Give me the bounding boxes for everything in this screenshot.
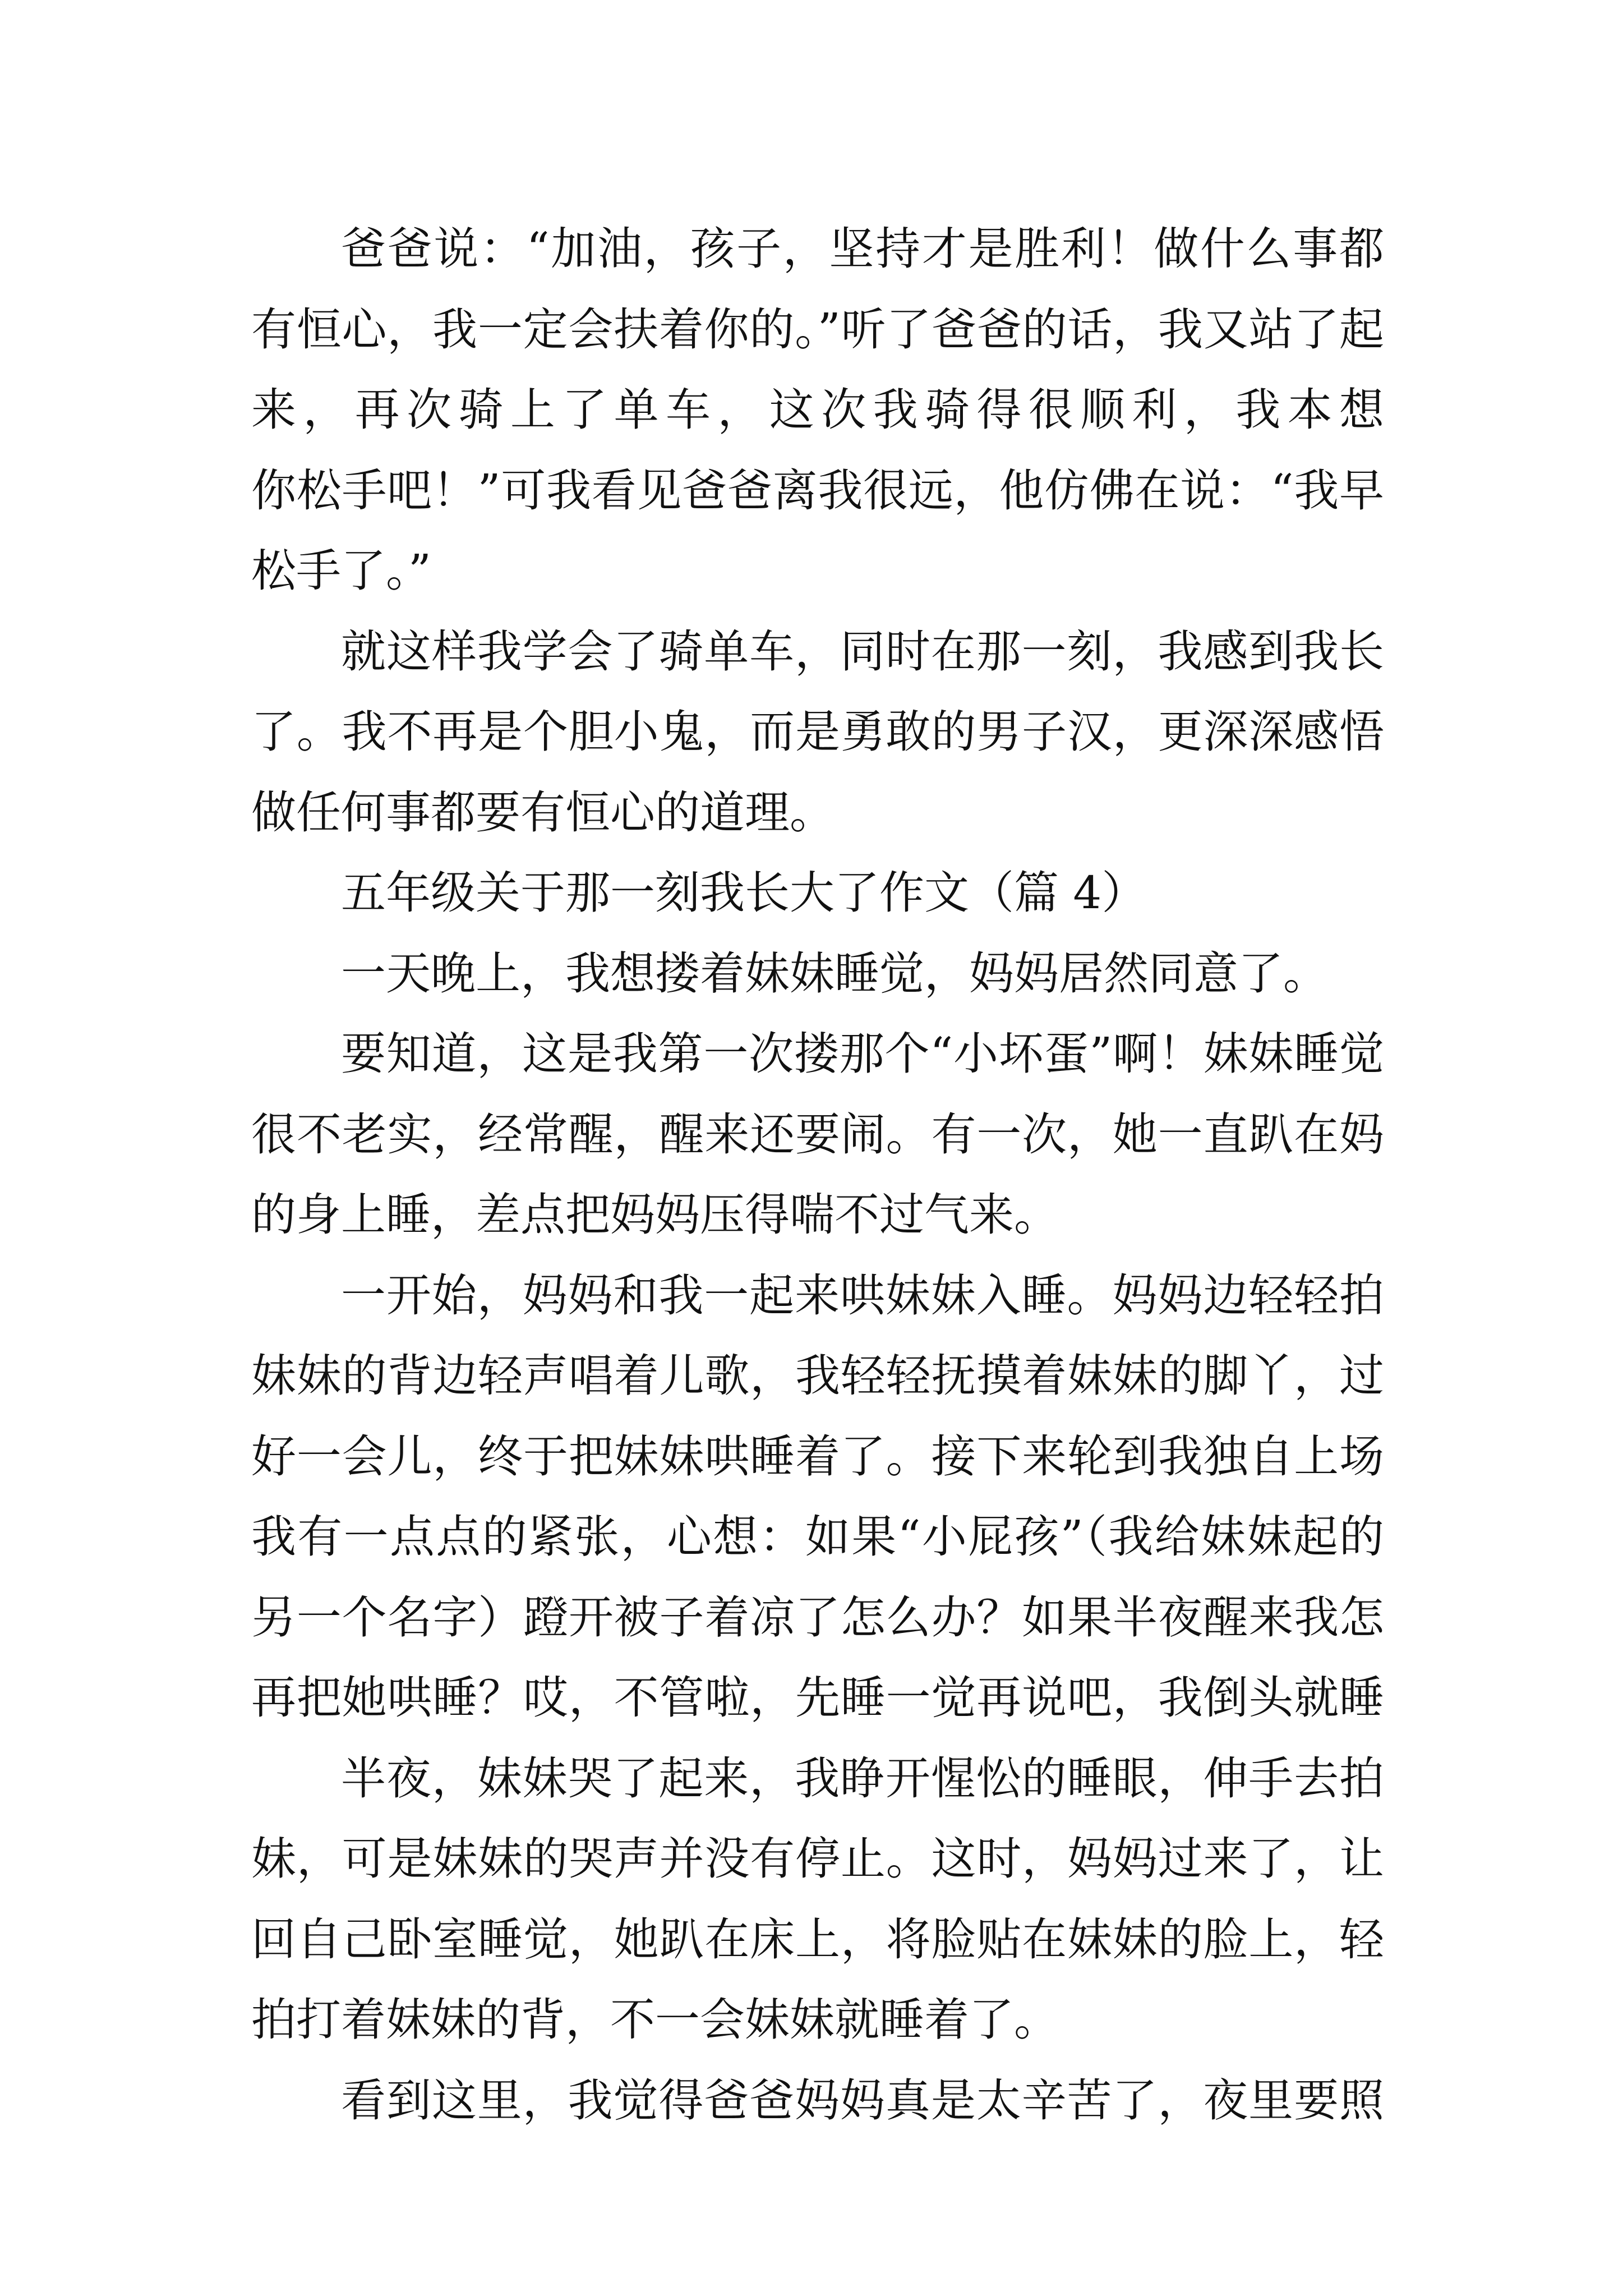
text-line: 了。我不再是个胆小鬼，而是勇敢的男子汉，更深深感悟 (251, 706, 1384, 758)
text-line: 另一个名字）蹬开被子着凉了怎么办？如果半夜醒来我怎 (251, 1591, 1384, 1644)
text-line: 妹，可是妹妹的哭声并没有停止。这时，妈妈过来了，让 (251, 1833, 1384, 1885)
text-line: 回自己卧室睡觉，她趴在床上，将脸贴在妹妹的脸上，轻 (251, 1913, 1384, 1966)
text-line: 的身上睡，差点把妈妈压得喘不过气来。 (251, 1189, 1059, 1241)
text-line: 松手了。” (251, 545, 431, 597)
text-line: 就这样我学会了骑单车，同时在那一刻，我感到我长 (341, 625, 1384, 678)
text-line: 你松手吧！”可我看见爸爸离我很远，他仿佛在说：“我早 (251, 464, 1384, 517)
text-line: 我有一点点的紧张，心想：如果“小屁孩”（我给妹妹起的 (251, 1511, 1384, 1563)
text-line: 爸爸说：“加油，孩子，坚持才是胜利！做什么事都 (341, 223, 1384, 275)
text-line: 有恒心，我一定会扶着你的。”听了爸爸的话，我又站了起 (251, 303, 1384, 356)
text-line: 来，再次骑上了单车，这次我骑得很顺利，我本想 (251, 384, 1384, 436)
text-line: 妹妹的背边轻声唱着儿歌，我轻轻抚摸着妹妹的脚丫，过 (251, 1350, 1384, 1402)
text-line: 很不老实，经常醒，醒来还要闹。有一次，她一直趴在妈 (251, 1108, 1384, 1161)
text-line: 好一会儿，终于把妹妹哄睡着了。接下来轮到我独自上场 (251, 1430, 1384, 1483)
text-line: 做任何事都要有恒心的道理。 (251, 786, 834, 839)
text-line: 再把她哄睡？哎，不管啦，先睡一觉再说吧，我倒头就睡 (251, 1672, 1384, 1724)
text-line: 一天晚上，我想搂着妹妹睡觉，妈妈居然同意了。 (341, 947, 1328, 1000)
text-line: 半夜，妹妹哭了起来，我睁开惺忪的睡眼，伸手去拍 (341, 1752, 1384, 1805)
text-line: 拍打着妹妹的背，不一会妹妹就睡着了。 (251, 1994, 1059, 2046)
text-line: 一开始，妈妈和我一起来哄妹妹入睡。妈妈边轻轻拍 (341, 1269, 1384, 1322)
text-line: 五年级关于那一刻我长大了作文（篇 4） (341, 867, 1147, 919)
body-text (251, 209, 1384, 2141)
text-line: 要知道，这是我第一次搂那个“小坏蛋”啊！妹妹睡觉 (341, 1028, 1384, 1080)
text-line: 看到这里，我觉得爸爸妈妈真是太辛苦了，夜里要照 (341, 2074, 1384, 2127)
